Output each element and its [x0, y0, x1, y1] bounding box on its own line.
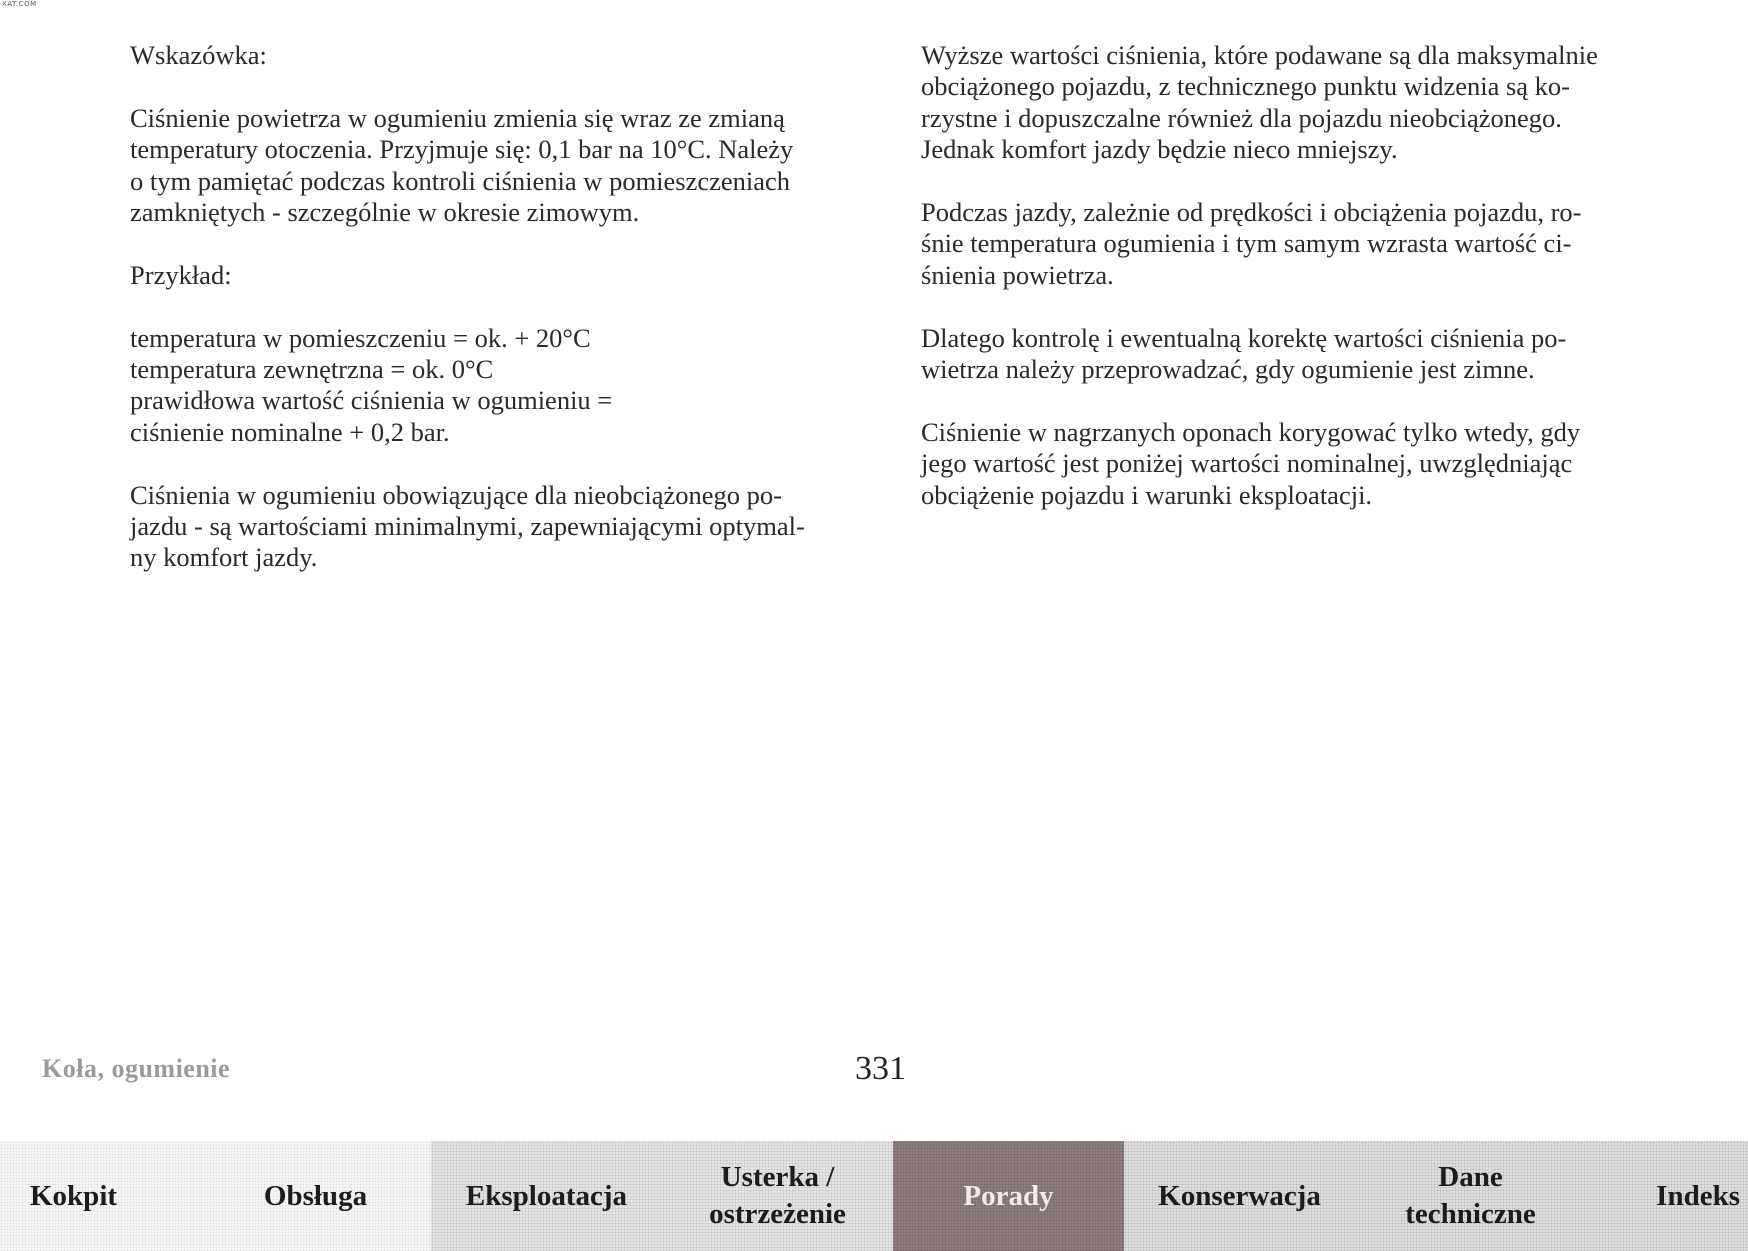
text-line: Dlatego kontrolę i ewentualną korektę wartości ciśnienia po- — [921, 322, 1567, 353]
text-line: rzystne i dopuszczalne również dla pojazdu nieobciążonego. — [921, 102, 1562, 133]
tab-eksploatacja[interactable] — [431, 1141, 662, 1251]
text-line: prawidłowa wartość ciśnienia w ogumieniu = — [130, 385, 613, 416]
paragraph-example — [130, 323, 842, 449]
tab-kokpit[interactable] — [0, 1141, 200, 1251]
text-line: Ciśnienie w nagrzanych oponach korygować tylko wtedy, gdy — [921, 416, 1581, 447]
footer-section-title: Koła, ogumienie — [42, 1054, 231, 1083]
text-line: temperatury otoczenia. Przyjmuje się: 0,1 bar na 10°C. Należy — [130, 134, 794, 165]
text-line: jazdu - są wartościami minimalnymi, zapewniającymi optymal- — [130, 511, 805, 542]
paragraph-cold-check — [921, 323, 1633, 386]
text-line: śnie temperatura ogumienia i tym samym wzrasta wartość ci- — [921, 228, 1572, 259]
tab-usterka-ostrzezenie[interactable] — [662, 1141, 893, 1251]
text-line: obciążonego pojazdu, z technicznego punktu widzenia są ko- — [921, 71, 1571, 102]
text-line: ny komfort jazdy. — [130, 542, 318, 573]
tab-label-line: techniczne — [1405, 1198, 1536, 1230]
right-column — [921, 40, 1633, 542]
text-line: Podczas jazdy, zależnie od prędkości i obciążenia pojazdu, ro- — [921, 197, 1582, 228]
tab-label: Obsługa — [263, 1179, 368, 1212]
tab-porady[interactable] — [893, 1141, 1124, 1251]
tab-obsluga[interactable] — [200, 1141, 431, 1251]
text-line: jego wartość jest poniżej wartości nominalnej, uwzględniając — [921, 448, 1573, 479]
tab-label: Konserwacja — [1158, 1179, 1321, 1212]
tab-label-line: Dane — [1438, 1161, 1503, 1193]
text-line: zamkniętych - szczególnie w okresie zimowym. — [130, 197, 640, 228]
text-line: śnienia powietrza. — [921, 259, 1114, 290]
tab-label: Porady — [963, 1179, 1054, 1212]
tab-konserwacja[interactable] — [1124, 1141, 1355, 1251]
tab-label — [1405, 1159, 1535, 1233]
text-line: Ciśnienie powietrza w ogumieniu zmienia się wraz ze zmianą — [130, 102, 785, 133]
text-line: temperatura w pomieszczeniu = ok. + 20°C — [130, 322, 591, 353]
paragraph-warm-tires — [921, 417, 1633, 511]
tab-label: Indeks — [1656, 1179, 1740, 1212]
text-line: Ciśnienia w ogumieniu obowiązujące dla nieobciążonego po- — [130, 479, 782, 510]
tab-indeks[interactable] — [1586, 1141, 1748, 1251]
left-column — [130, 40, 842, 605]
watermark-text: XAT.COM — [2, 0, 37, 8]
tab-label-line: ostrzeżenie — [709, 1198, 846, 1230]
text-line: obciążenie pojazdu i warunki eksploatacji. — [921, 479, 1373, 510]
page-number: 331 — [855, 1050, 906, 1087]
tab-label: Eksploatacja — [465, 1179, 628, 1212]
text-line: Jednak komfort jazdy będzie nieco mniejszy. — [921, 134, 1398, 165]
chapter-navigation-bar — [0, 1141, 1748, 1251]
text-line: o tym pamiętać podczas kontroli ciśnienia w pomieszczeniach — [130, 165, 791, 196]
tab-label-line: Usterka / — [720, 1161, 835, 1193]
tab-label: Kokpit — [30, 1179, 118, 1212]
paragraph-temperature-note — [130, 103, 842, 229]
note-heading: Wskazówka: — [130, 40, 267, 70]
example-heading: Przykład: — [130, 259, 232, 290]
text-line: temperatura zewnętrzna = ok. 0°C — [130, 354, 494, 385]
paragraph-higher-pressure — [921, 40, 1633, 166]
text-line: ciśnienie nominalne + 0,2 bar. — [130, 416, 450, 447]
tab-label — [709, 1159, 846, 1233]
text-line: Wyższe wartości ciśnienia, które podawane są dla maksymalnie — [921, 40, 1598, 70]
text-line: wietrza należy przeprowadzać, gdy ogumienie jest zimne. — [921, 354, 1535, 385]
paragraph-minimum-pressure — [130, 480, 842, 574]
paragraph-driving-temperature — [921, 197, 1633, 291]
tab-dane-techniczne[interactable] — [1355, 1141, 1586, 1251]
